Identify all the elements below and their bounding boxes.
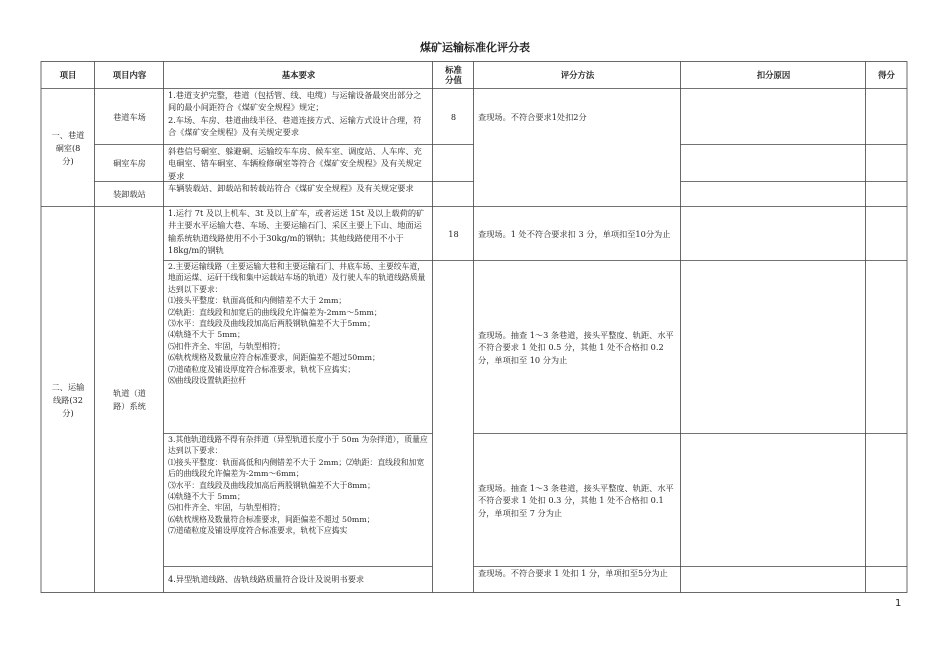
section2-method-4: 查现场。不符合要求 1 处扣 1 分，单项扣至5分为止 <box>478 568 668 578</box>
section1-content-loading: 装卸载站 <box>113 189 146 200</box>
header-method: 评分方法 <box>560 70 595 80</box>
section1-method: 查现场。不符合要求1处扣2分 <box>478 111 587 122</box>
section1-item: 一、巷道 硐室(8 分) <box>51 129 85 166</box>
header-item: 项目 <box>59 70 77 80</box>
header-score: 标准 分值 <box>445 65 462 85</box>
section2-item: 二、运输 线路(32 分) <box>51 381 85 418</box>
header-result: 得分 <box>878 70 895 80</box>
section2-req-2: 2.主要运输线路（主要运输大巷和主要运输石门、井底车场、主要绞车道，地面运煤、运矸干线和集中运载站车场的轨道）及行驶人车的轨道线路质量达到以下要求： ⑴接头平整度：轨面高低和内侧错差不大于 2mm； ⑵轨距：直线段和加宽后的曲线段允许偏差为-2mm～5mm； ⑶水平：直线段及曲线段加高后两股钢轨偏差不大于5mm； ⑷轨缝不大于 5mm； ⑸扣件齐全、牢固，与轨型相符； ⑹轨枕规格及数量应符合标准要求，间距偏差不超过50mm； ⑺道碴粒度及铺设厚度符合标准要求，轨枕下应捣实； ⑻曲线段设置轨距拉杆 <box>168 262 426 386</box>
section1-req-roadway: 1.巷道支护完整，巷道（包括管、线、电缆）与运输设备最突出部分之间的最小间距符合《煤矿安全规程》规定； 2.车场、车房、巷道曲线半径、巷道连接方式、运输方式设计合理，符合《煤矿安全规程》及有关规定要求 <box>168 90 422 138</box>
section2-req-1: 1.运行 7t 及以上机车、3t 及以上矿车，或者运送 15t 及以上载荷的矿井主要水平运输大巷、车场、主要运输石门、采区主要上下山、地面运输系统轨道线路使用不小于30kg/m的钢轨；其他线路使用不小于18kg/m的钢轨 <box>168 208 425 256</box>
page-title: 煤矿运输标准化评分表 <box>420 41 530 54</box>
section2-req-3: 3.其他轨道线路不得有杂拌道（异型轨道长度小于 50m 为杂拌道），质量应达到以下要求： ⑴接头平整度：轨面高低和内侧错差不大于 2mm；⑵轨距：直线段和加宽后的曲线段允许偏差为-2mm～6mm； ⑶水平：直线段及曲线段加高后两股钢轨偏差不大于8mm； ⑷轨缝不大于 5mm； ⑸扣件齐全、牢固，与轨型相符； ⑹轨枕规格及数量符合标准要求，间距偏差不超过 50mm； ⑺道碴粒度及铺设厚度符合标准要求，轨枕下应捣实 <box>168 435 428 536</box>
section2-method-3: 查现场。抽查 1～3 条巷道，接头平整度、轨距、水平不符合要求 1 处扣 0.3 分，其他 1 处不合格扣 0.1 分，单项扣至 7 分为止 <box>478 482 674 518</box>
header-content: 项目内容 <box>112 70 147 80</box>
section1-score: 8 <box>450 111 457 122</box>
section1-content-chamber: 硐室车房 <box>113 158 146 169</box>
header-requirement: 基本要求 <box>281 70 316 80</box>
section1-content-roadway: 巷道车场 <box>113 111 146 122</box>
section2-content: 轨道（道 路）系统 <box>113 388 146 411</box>
header-reason: 扣分原因 <box>756 70 791 80</box>
section2-req-4: 4.异型轨道线路、齿轨线路质量符合设计及说明书要求 <box>168 574 365 585</box>
section1-req-loading: 车辆装载站、卸载站和转载站符合《煤矿安全规程》及有关规定要求 <box>168 183 414 193</box>
section2-score: 18 <box>448 228 459 239</box>
section2-method-1: 查现场。1 处不符合要求扣 3 分，单项扣至10分为止 <box>478 228 671 239</box>
section2-method-2: 查现场。抽查 1～3 条巷道，接头平整度、轨距、水平不符合要求 1 处扣 0.5 分，其他 1 处不合格扣 0.2 分，单项扣至 10 分为止 <box>478 329 674 365</box>
page-number: 1 <box>895 598 902 609</box>
section1-req-chamber: 斜巷信号硐室、躲避硐、运输绞车车房、候车室、调度站、人车库、充电硐室、错车硐室、车辆检修硐室等符合《煤矿安全规程》及有关规定要求 <box>168 146 422 181</box>
